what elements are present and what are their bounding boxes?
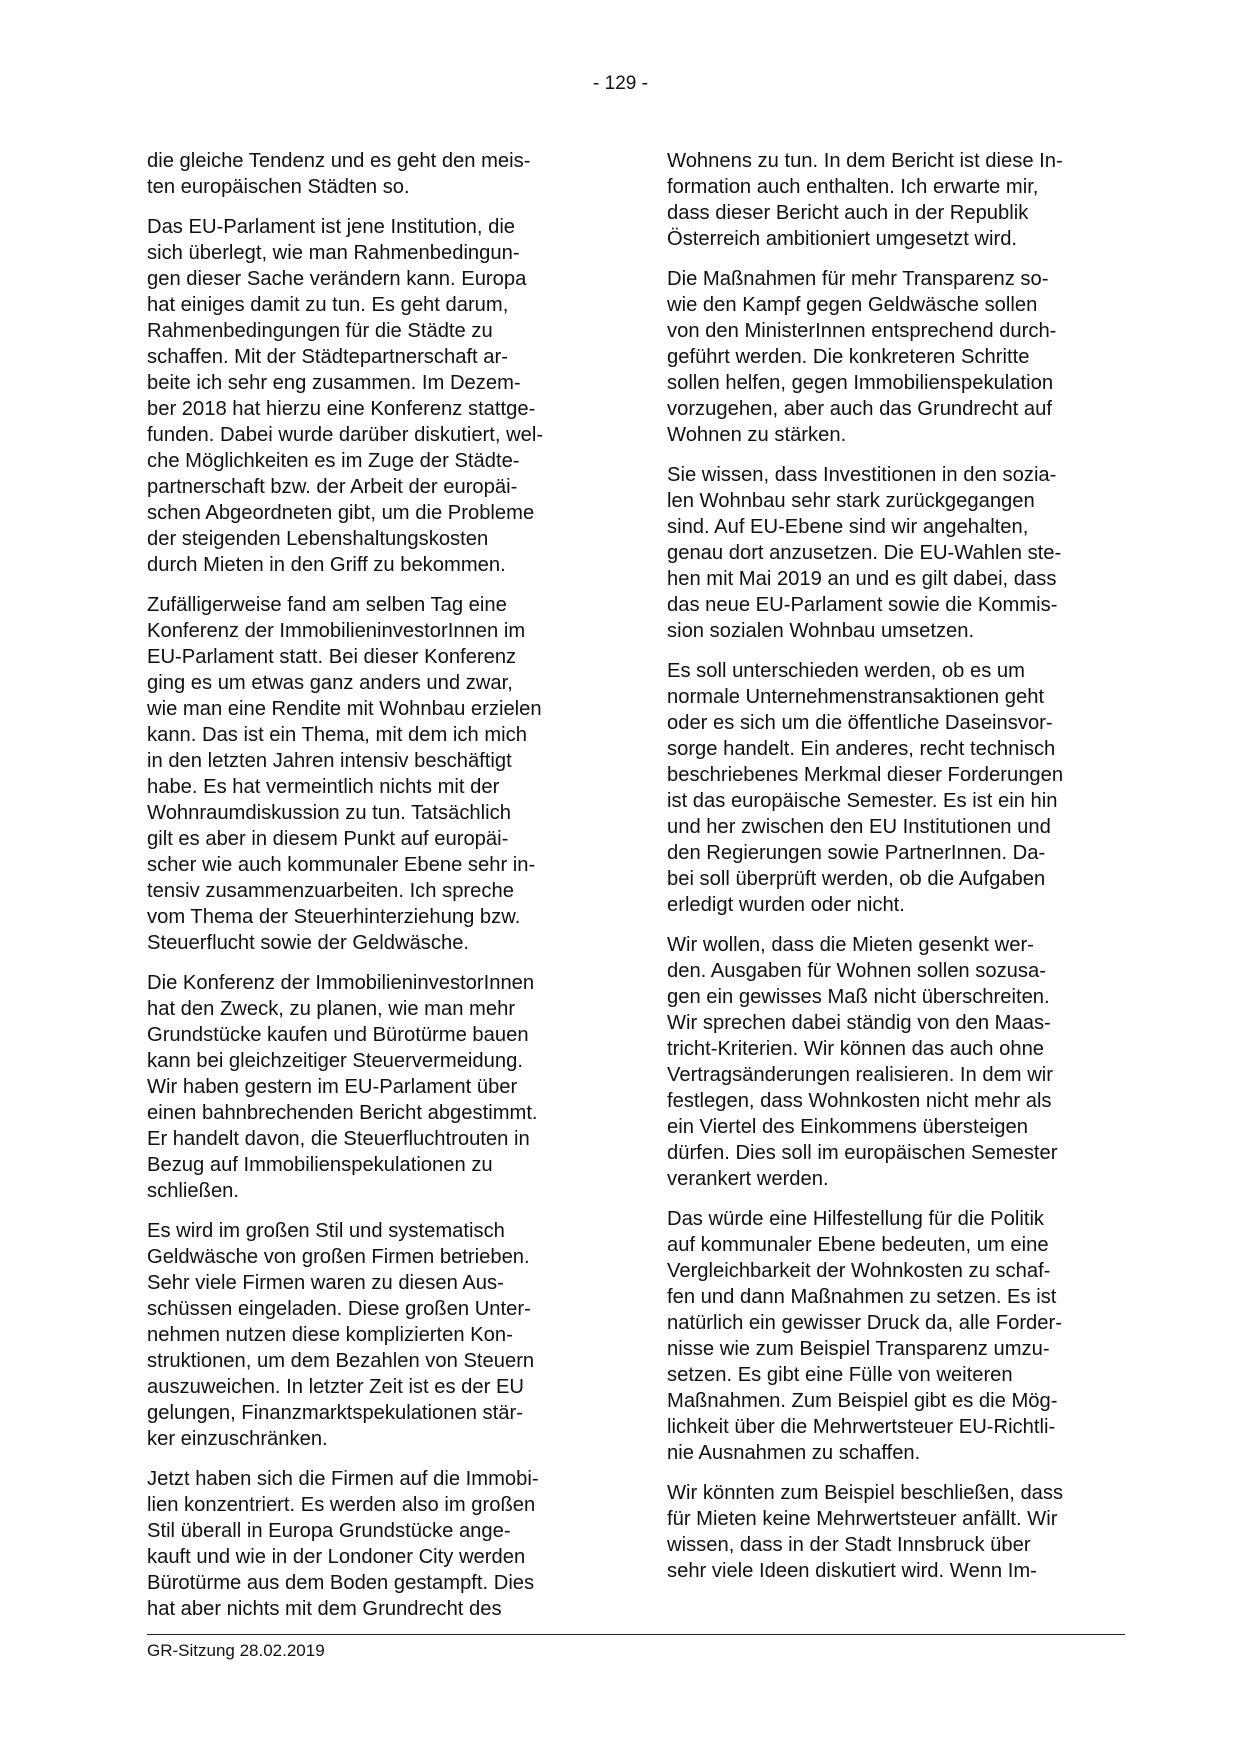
text-line: Jetzt haben sich die Firmen auf die Immobi- — [147, 1468, 539, 1490]
paragraph — [667, 658, 1129, 918]
text-line: Rahmenbedingungen für die Städte zu — [147, 320, 493, 342]
text-line: gen ein gewisses Maß nicht überschreiten. — [667, 986, 1050, 1008]
text-line: sehr viele Ideen diskutiert wird. Wenn Im- — [667, 1560, 1037, 1582]
text-line: den Regierungen sowie PartnerInnen. Da- — [667, 842, 1046, 864]
text-line: schaffen. Mit der Städtepartnerschaft ar- — [147, 346, 508, 368]
text-line: normale Unternehmenstransaktionen geht — [667, 686, 1045, 708]
text-line: Bürotürme aus dem Boden gestampft. Dies — [147, 1572, 535, 1594]
text-line: Österreich ambitioniert umgesetzt wird. — [667, 228, 1018, 250]
text-line: die gleiche Tendenz und es geht den meis- — [147, 150, 531, 172]
text-line: Es wird im großen Stil und systematisch — [147, 1220, 505, 1242]
text-line: ein Viertel des Einkommens übersteigen — [667, 1116, 1028, 1138]
text-line: schen Abgeordneten gibt, um die Probleme — [147, 502, 535, 524]
text-line: gelungen, Finanzmarktspekulationen stär- — [147, 1402, 523, 1424]
text-line: wie den Kampf gegen Geldwäsche sollen — [667, 294, 1038, 316]
text-line: natürlich ein gewisser Druck da, alle Forder- — [667, 1312, 1062, 1334]
text-line: gilt es aber in diesem Punkt auf europäi- — [147, 828, 509, 850]
text-line: ten europäischen Städten so. — [147, 176, 410, 198]
text-line: vom Thema der Steuerhinterziehung bzw. — [147, 906, 521, 928]
text-line: erledigt wurden oder nicht. — [667, 894, 905, 916]
text-line: kauft und wie in der Londoner City werden — [147, 1546, 526, 1568]
text-line: hen mit Mai 2019 an und es gilt dabei, dass — [667, 568, 1057, 590]
right-column — [667, 148, 1129, 1598]
text-line: Grundstücke kaufen und Bürotürme bauen — [147, 1024, 529, 1046]
paragraph — [667, 148, 1129, 252]
text-line: Wir haben gestern im EU-Parlament über — [147, 1076, 518, 1098]
text-line: beite ich sehr eng zusammen. Im Dezem- — [147, 372, 521, 394]
text-line: Maßnahmen. Zum Beispiel gibt es die Mög- — [667, 1390, 1058, 1412]
text-line: Sie wissen, dass Investitionen in den sozia- — [667, 464, 1057, 486]
text-line: sion sozialen Wohnbau umsetzen. — [667, 620, 975, 642]
footer-divider — [147, 1634, 1125, 1635]
text-line: funden. Dabei wurde darüber diskutiert, wel- — [147, 424, 544, 446]
left-column — [147, 148, 597, 1636]
page-number: - 129 - — [593, 73, 648, 94]
text-line: kann. Das ist ein Thema, mit dem ich mich — [147, 724, 527, 746]
text-line: das neue EU-Parlament sowie die Kommis- — [667, 594, 1058, 616]
text-line: Stil überall in Europa Grundstücke ange- — [147, 1520, 511, 1542]
text-line: einen bahnbrechenden Bericht abgestimmt. — [147, 1102, 538, 1124]
text-line: Das würde eine Hilfestellung für die Politik — [667, 1208, 1045, 1230]
text-line: scher wie auch kommunaler Ebene sehr in- — [147, 854, 536, 876]
text-line: geführt werden. Die konkreteren Schritte — [667, 346, 1030, 368]
text-line: Die Konferenz der ImmobilieninvestorInnen — [147, 972, 535, 994]
footer-session-label: GR-Sitzung 28.02.2019 — [147, 1641, 325, 1660]
text-line: Sehr viele Firmen waren zu diesen Aus- — [147, 1272, 504, 1294]
text-line: oder es sich um die öffentliche Daseinsvor- — [667, 712, 1053, 734]
text-line: Wohnens zu tun. In dem Bericht ist diese In- — [667, 150, 1063, 172]
text-line: von den MinisterInnen entsprechend durch- — [667, 320, 1057, 342]
text-line: hat aber nichts mit dem Grundrecht des — [147, 1598, 502, 1620]
text-line: Das EU-Parlament ist jene Institution, die — [147, 216, 516, 238]
text-line: ber 2018 hat hierzu eine Konferenz stattge- — [147, 398, 536, 420]
text-line: sich überlegt, wie man Rahmenbedingun- — [147, 242, 520, 264]
text-line: Steuerflucht sowie der Geldwäsche. — [147, 932, 470, 954]
paragraph — [147, 970, 597, 1204]
text-line: schüssen eingeladen. Diese großen Unter- — [147, 1298, 531, 1320]
paragraph — [667, 266, 1129, 448]
text-line: der steigenden Lebenshaltungskosten — [147, 528, 489, 550]
text-line: nisse wie zum Beispiel Transparenz umzu- — [667, 1338, 1050, 1360]
paragraph — [667, 1206, 1129, 1466]
text-line: auf kommunaler Ebene bedeuten, um eine — [667, 1234, 1049, 1256]
text-line: Vertragsänderungen realisieren. In dem wir — [667, 1064, 1054, 1086]
text-line: kann bei gleichzeitiger Steuervermeidung. — [147, 1050, 523, 1072]
text-line: den. Ausgaben für Wohnen sollen sozusa- — [667, 960, 1046, 982]
text-line: bei soll überprüft werden, ob die Aufgaben — [667, 868, 1046, 890]
text-line: sind. Auf EU-Ebene sind wir angehalten, — [667, 516, 1029, 538]
text-line: Bezug auf Immobilienspekulationen zu — [147, 1154, 493, 1176]
text-line: nie Ausnahmen zu schaffen. — [667, 1442, 921, 1464]
text-line: sorge handelt. Ein anderes, recht technisch — [667, 738, 1056, 760]
text-line: schließen. — [147, 1180, 240, 1202]
text-line: Die Maßnahmen für mehr Transparenz so- — [667, 268, 1049, 290]
paragraph — [147, 1218, 597, 1452]
text-line: sollen helfen, gegen Immobilienspekulation — [667, 372, 1054, 394]
paragraph — [147, 214, 597, 578]
text-line: auszuweichen. In letzter Zeit ist es der EU — [147, 1376, 524, 1398]
text-line: vorzugehen, aber auch das Grundrecht auf — [667, 398, 1052, 420]
text-line: Wir wollen, dass die Mieten gesenkt wer- — [667, 934, 1034, 956]
text-line: für Mieten keine Mehrwertsteuer anfällt. Wir — [667, 1508, 1058, 1530]
text-line: Zufälligerweise fand am selben Tag eine — [147, 594, 507, 616]
text-line: hat einiges damit zu tun. Es geht darum, — [147, 294, 509, 316]
text-line: setzen. Es gibt eine Fülle von weiteren — [667, 1364, 1013, 1386]
paragraph — [147, 592, 597, 956]
text-line: tensiv zusammenzuarbeiten. Ich spreche — [147, 880, 514, 902]
text-line: Wir könnten zum Beispiel beschließen, dass — [667, 1482, 1064, 1504]
text-line: che Möglichkeiten es im Zuge der Städte- — [147, 450, 520, 472]
text-line: lien konzentriert. Es werden also im großen — [147, 1494, 536, 1516]
text-line: Es soll unterschieden werden, ob es um — [667, 660, 1025, 682]
text-line: ging es um etwas ganz anders und zwar, — [147, 672, 513, 694]
text-line: fen und dann Maßnahmen zu setzen. Es ist — [667, 1286, 1057, 1308]
text-line: Wir sprechen dabei ständig von den Maas- — [667, 1012, 1051, 1034]
text-line: wissen, dass in der Stadt Innsbruck über — [667, 1534, 1031, 1556]
text-line: len Wohnbau sehr stark zurückgegangen — [667, 490, 1035, 512]
text-line: Wohnen zu stärken. — [667, 424, 847, 446]
text-line: tricht-Kriterien. Wir können das auch ohne — [667, 1038, 1045, 1060]
text-line: partnerschaft bzw. der Arbeit der europäi- — [147, 476, 518, 498]
text-line: und her zwischen den EU Institutionen und — [667, 816, 1051, 838]
text-line: EU-Parlament statt. Bei dieser Konferenz — [147, 646, 517, 668]
text-line: struktionen, um dem Bezahlen von Steuern — [147, 1350, 535, 1372]
paragraph — [667, 1480, 1129, 1584]
text-line: ker einzuschränken. — [147, 1428, 328, 1450]
paragraph — [147, 148, 597, 200]
text-line: nehmen nutzen diese komplizierten Kon- — [147, 1324, 513, 1346]
text-line: gen dieser Sache verändern kann. Europa — [147, 268, 527, 290]
text-line: Geldwäsche von großen Firmen betrieben. — [147, 1246, 530, 1268]
text-line: lichkeit über die Mehrwertsteuer EU-Richtli- — [667, 1416, 1056, 1438]
text-line: beschriebenes Merkmal dieser Forderungen — [667, 764, 1064, 786]
text-line: Vergleichbarkeit der Wohnkosten zu schaf- — [667, 1260, 1051, 1282]
text-line: dürfen. Dies soll im europäischen Semester — [667, 1142, 1058, 1164]
text-line: habe. Es hat vermeintlich nichts mit der — [147, 776, 500, 798]
paragraph — [667, 932, 1129, 1192]
text-line: Er handelt davon, die Steuerfluchtrouten in — [147, 1128, 530, 1150]
text-line: durch Mieten in den Griff zu bekommen. — [147, 554, 506, 576]
text-line: formation auch enthalten. Ich erwarte mir, — [667, 176, 1039, 198]
text-line: verankert werden. — [667, 1168, 829, 1190]
text-line: ist das europäische Semester. Es ist ein hin — [667, 790, 1058, 812]
paragraph — [147, 1466, 597, 1622]
text-line: wie man eine Rendite mit Wohnbau erzielen — [147, 698, 542, 720]
text-line: Konferenz der ImmobilieninvestorInnen im — [147, 620, 526, 642]
text-line: festlegen, dass Wohnkosten nicht mehr als — [667, 1090, 1052, 1112]
text-line: hat den Zweck, zu planen, wie man mehr — [147, 998, 516, 1020]
text-line: in den letzten Jahren intensiv beschäftigt — [147, 750, 512, 772]
paragraph — [667, 462, 1129, 644]
text-line: Wohnraumdiskussion zu tun. Tatsächlich — [147, 802, 511, 824]
text-line: dass dieser Bericht auch in der Republik — [667, 202, 1029, 224]
text-line: genau dort anzusetzen. Die EU-Wahlen ste- — [667, 542, 1062, 564]
